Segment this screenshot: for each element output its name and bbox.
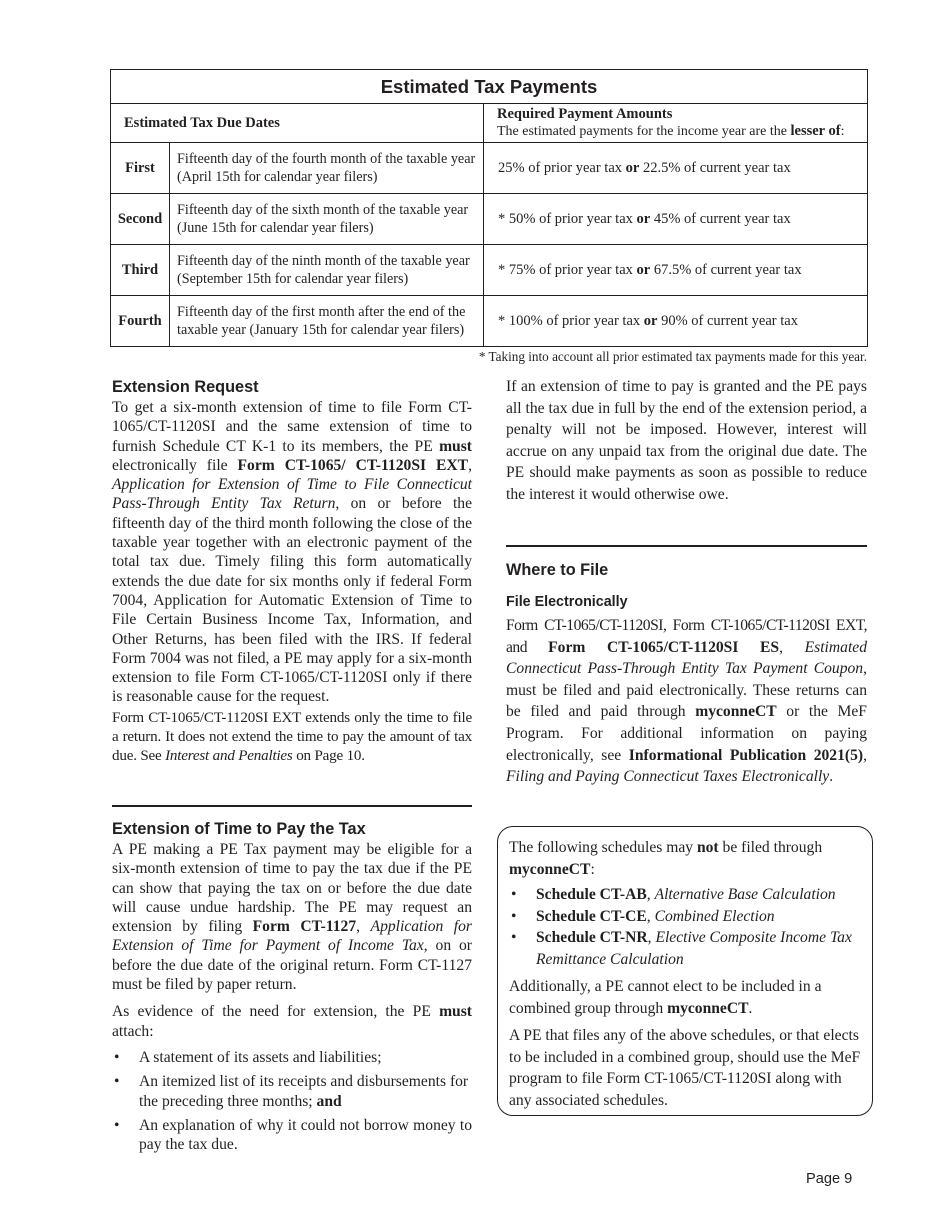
box-mef-note: A PE that files any of the above schedules, or that elects to be included in a combined group, should use the MeF program to file Form CT-1065/CT-1120SI along with any associated schedules. <box>509 1027 861 1109</box>
row-due-date: Fifteenth day of the sixth month of the taxable year (June 15th for calendar year filers) <box>170 194 484 245</box>
section-divider <box>112 805 472 807</box>
amount-or: or <box>636 210 651 227</box>
file-electronically-heading: File Electronically <box>506 594 628 610</box>
extension-pay-heading: Extension of Time to Pay the Tax <box>112 820 366 838</box>
table-footnote: * Taking into account all prior estimated tax payments made for this year. <box>478 349 867 364</box>
list-item: • Schedule CT-NR, Elective Composite Income Tax Remittance Calculation <box>511 929 852 968</box>
myconnect-note-box <box>497 826 873 1116</box>
amount-prior: * 75% of prior year tax <box>498 261 637 278</box>
row-amount <box>484 296 868 347</box>
table-title: Estimated Tax Payments <box>111 70 868 104</box>
extension-pay-continued: If an extension of time to pay is granted and the PE pays all the tax due in full by the end of the extension period, a penalty will not be imposed. However, interest will accrue on any unpaid tax from the original due date. The PE should make payments as soon as possible to reduce the interest it would otherwise owe. <box>506 378 867 503</box>
table-row <box>111 296 868 347</box>
payment-amounts-sub: The estimated payments for the income year are the <box>497 124 791 139</box>
row-label: First <box>111 143 170 194</box>
table-row <box>111 143 868 194</box>
amount-current: 67.5% of current year tax <box>650 261 802 278</box>
extension-pay-paragraph: A PE making a PE Tax payment may be eligible for a six-month extension of time to pay the tax due if the PE can show that paying the tax on or before the due date will cause undue hardship. The PE may request an extension by filing Form CT-1127, Application for Extension of Time for Payment of Income Tax, on or before the due date of the original return. Form CT-1127 must be filed by paper return. <box>112 841 473 994</box>
estimated-tax-table <box>110 69 868 347</box>
amount-prior: * 100% of prior year tax <box>498 312 644 329</box>
payment-amounts-colon: : <box>840 124 845 139</box>
list-item: • An explanation of why it could not borrow money to pay the tax due. <box>114 1116 472 1154</box>
extension-request-heading: Extension Request <box>112 378 259 396</box>
row-label: Second <box>111 194 170 245</box>
amount-or: or <box>625 159 640 176</box>
amount-prior: 25% of prior year tax <box>498 159 626 176</box>
row-label: Third <box>111 245 170 296</box>
table-row <box>111 194 868 245</box>
bullet-icon: • <box>114 1048 120 1066</box>
evidence-paragraph: As evidence of the need for extension, the PE must attach: <box>112 1003 472 1040</box>
extension-scope-paragraph: Form CT-1065/CT-1120SI EXT extends only the time to file a return. It does not extend the time to pay the amount of tax due. See Interest and Penalties on Page 10. <box>112 709 472 765</box>
row-amount <box>484 194 868 245</box>
extension-pay-section <box>112 819 472 1154</box>
lesser-of: lesser of <box>790 123 841 139</box>
page-number: Page 9 <box>806 1171 853 1187</box>
row-due-date: Fifteenth day of the fourth month of the taxable year (April 15th for calendar year filers) <box>170 143 484 194</box>
file-electronically-paragraph: Form CT-1065/CT-1120SI, Form CT-1065/CT-1120SI EXT, and Form CT-1065/CT-1120SI ES, Estimated Connecticut Pass-Through Entity Tax Payment Coupon, must be filed and paid electronically. These returns can be filed and paid through myconneCT or the MeF Program. For additional information on paying electronically, see Informational Publication 2021(5), Filing and Paying Connecticut Taxes Electronically. <box>506 617 867 786</box>
list-item: • Schedule CT-AB, Alternative Base Calculation <box>509 884 863 906</box>
bullet-icon: • <box>511 929 517 946</box>
amount-current: 90% of current year tax <box>657 312 798 329</box>
list-item: • A statement of its assets and liabilities; <box>114 1048 382 1066</box>
list-item: • Schedule CT-CE, Combined Election <box>509 906 863 928</box>
payment-amounts-title: Required Payment Amounts <box>497 106 673 122</box>
row-due-date: Fifteenth day of the first month after the end of the taxable year (January 15th for calendar year filers) <box>170 296 484 347</box>
box-combined-group: Additionally, a PE cannot elect to be included in a combined group through myconneCT. <box>509 978 822 1017</box>
amount-current: 45% of current year tax <box>650 210 791 227</box>
list-item: • An itemized list of its receipts and disbursements for the preceding three months; and <box>114 1073 469 1110</box>
box-intro: The following schedules may not be filed through myconneCT: <box>509 839 823 878</box>
bullet-icon: • <box>511 907 517 925</box>
section-divider <box>506 545 867 547</box>
row-due-date: Fifteenth day of the ninth month of the taxable year (September 15th for calendar year filers) <box>170 245 484 296</box>
bullet-icon: • <box>114 1116 120 1134</box>
right-column <box>506 376 867 506</box>
bullet-icon: • <box>114 1073 120 1091</box>
schedule-list <box>509 884 863 970</box>
where-to-file-section <box>506 560 867 788</box>
row-amount <box>484 245 868 296</box>
amount-current: 22.5% of current year tax <box>639 159 791 176</box>
table-row <box>111 245 868 296</box>
bullet-icon: • <box>511 886 517 903</box>
evidence-list <box>112 1048 472 1154</box>
where-to-file-heading: Where to File <box>506 561 609 579</box>
row-label: Fourth <box>111 296 170 347</box>
extension-request-section <box>112 377 472 767</box>
payment-amounts-header <box>484 104 868 143</box>
due-dates-header: Estimated Tax Due Dates <box>111 104 484 143</box>
amount-or: or <box>643 312 658 329</box>
amount-prior: * 50% of prior year tax <box>498 210 637 227</box>
row-amount <box>484 143 868 194</box>
extension-request-paragraph: To get a six-month extension of time to file Form CT-1065/CT-1120SI and the same extension of time to furnish Schedule CT K-1 to its members, the PE must electronically file Form CT-1065/ CT-1120SI EXT, Application for Extension of Time to File Connecticut Pass-Through Entity Tax Return, on or before the fifteenth day of the third month following the close of the taxable year together with an electronic payment of the total tax due. Timely filing this form automatically extends the due date for six months only if federal Form 7004, Application for Automatic Extension of Time to File Certain Business Income Tax, Information, and Other Returns, has been filed with the IRS. If federal Form 7004 was not filed, a PE may apply for a six-month extension to file Form CT-1065/CT-1120SI only if there is reasonable cause for the request. <box>112 399 472 706</box>
amount-or: or <box>636 261 651 278</box>
